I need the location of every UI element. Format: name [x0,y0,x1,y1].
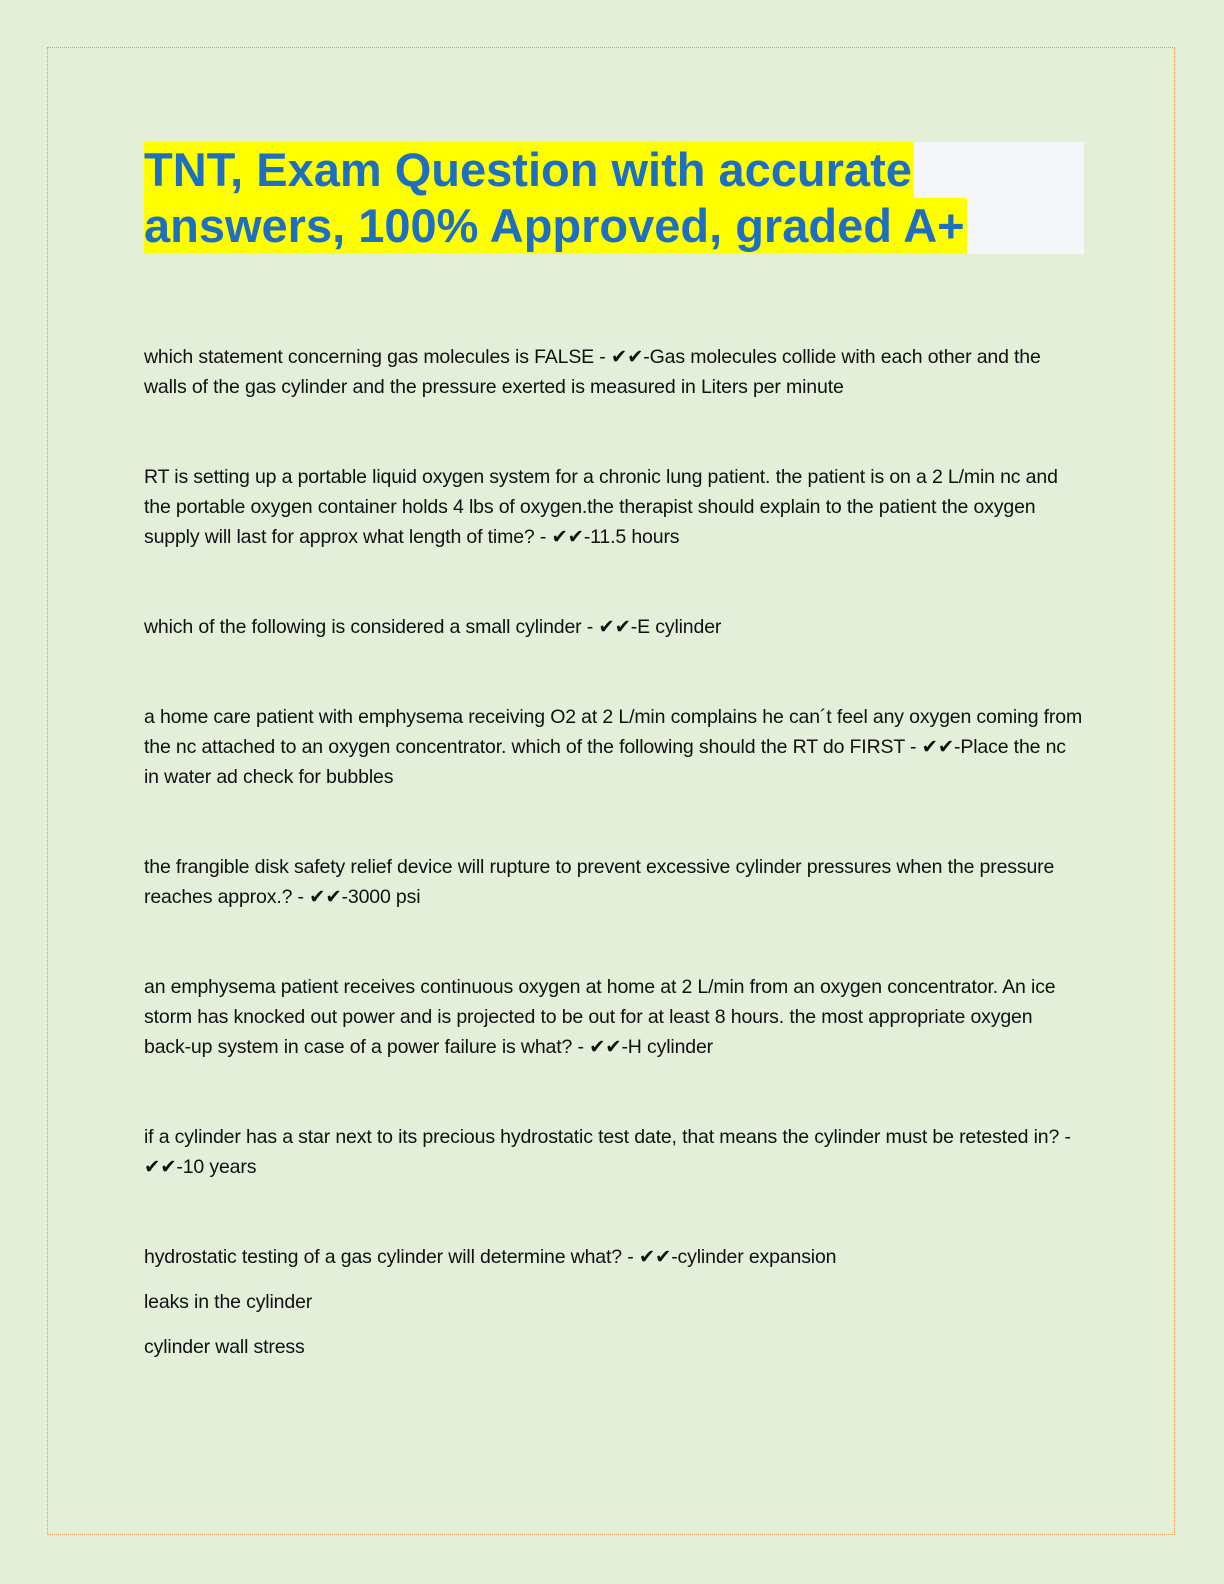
document-title [144,142,1084,254]
title-line-1: TNT, Exam Question with accurate [144,143,912,196]
question-item: if a cylinder has a star next to its precious hydrostatic test date, that means the cylinder must be retested in? - ✔✔-10 years [144,1126,1071,1178]
question-item: a home care patient with emphysema receiving O2 at 2 L/min complains he can´t feel any oxygen coming from the nc attached to an oxygen concentrator. which of the following should the RT do FIRST - ✔✔-Place the nc in water ad check for bubbles [144,706,1083,788]
question-item: RT is setting up a portable liquid oxygen system for a chronic lung patient. the patient is on a 2 L/min nc and the portable oxygen container holds 4 lbs of oxygen.the therapist should explain to the patient the oxygen supply will last for approx what length of time? - ✔✔-11.5 hours [144,466,1058,548]
question-item: which statement concerning gas molecules is FALSE - ✔✔-Gas molecules collide with each other and the walls of the gas cylinder and the pressure exerted is measured in Liters per minute [144,346,1041,398]
question-item: which of the following is considered a small cylinder - ✔✔-E cylinder [144,616,722,638]
question-item: the frangible disk safety relief device will rupture to prevent excessive cylinder pressures when the pressure reaches approx.? - ✔✔-3000 psi [144,856,1055,908]
title-line-2: answers, 100% Approved, graded A+ [144,199,965,252]
answer-continuation: leaks in the cylinder [144,1291,313,1313]
question-item: hydrostatic testing of a gas cylinder will determine what? - ✔✔-cylinder expansion [144,1246,837,1268]
document-body [144,342,1084,1362]
question-item: an emphysema patient receives continuous oxygen at home at 2 L/min from an oxygen concentrator. An ice storm has knocked out power and is projected to be out for at least 8 hours. the most appropriate oxygen back-up system in case of a power failure is what? - ✔✔-H cylinder [144,976,1056,1058]
answer-continuation: cylinder wall stress [144,1336,305,1358]
